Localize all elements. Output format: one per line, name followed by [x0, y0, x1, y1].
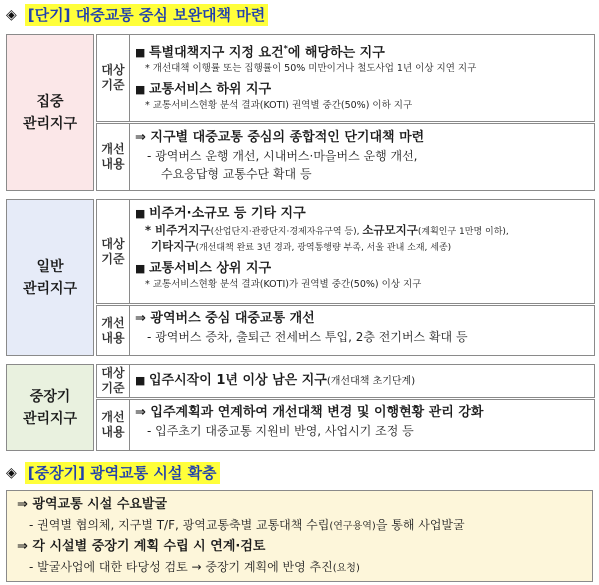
criteria-item: ■ 특별대책지구 지정 요건*에 해당하는 지구	[135, 44, 385, 61]
group-label-general	[6, 199, 94, 356]
square-bullet-icon: ■	[135, 46, 146, 60]
square-bullet-icon: ■	[135, 374, 146, 387]
improvement-detail: - 광역버스 운행 개선, 시내버스·마을버스 운행 개선,	[147, 149, 418, 163]
group-label-line1: 일반	[36, 258, 64, 275]
target-criteria-row	[96, 34, 595, 122]
section-title-long-term	[6, 461, 220, 485]
target-criteria-row	[96, 364, 595, 398]
target-criteria-row	[96, 199, 595, 304]
group-label-line2: 관리지구	[22, 280, 78, 297]
diamond-icon: ◈	[6, 7, 17, 23]
criteria-item: ■ 교통서비스 상위 지구	[135, 261, 272, 276]
section-title-text: [단기] 대중교통 중심 보완대책 마련	[25, 4, 268, 26]
criteria-note: * 교통서비스현황 분석 결과(KOTI)가 권역별 중간(50%) 이상 지구	[145, 279, 422, 290]
square-bullet-icon: ■	[135, 83, 146, 97]
improvement-main: ⇒ 광역버스 중심 대중교통 개선	[135, 311, 315, 326]
plan-detail: - 발굴사업에 대한 타당성 검토 → 중장기 계획에 반영 추진(요청)	[29, 560, 360, 574]
group-label-line1: 집중	[36, 93, 64, 110]
criteria-note: * 개선대책 이행률 또는 집행률이 50% 미만이거나 철도사업 1년 이상 지연 지구	[145, 63, 477, 75]
group-label-intensive	[6, 34, 94, 191]
improvement-row	[96, 305, 595, 356]
square-bullet-icon: ■	[135, 207, 146, 220]
row-label-target: 대상 기준	[97, 35, 130, 121]
row-label-improve: 개선 내용	[97, 400, 130, 450]
row-label-target: 대상 기준	[97, 200, 130, 303]
group-label-line2: 관리지구	[22, 115, 78, 132]
section-title-text: [중장기] 광역교통 시설 확충	[25, 462, 220, 484]
criteria-item: ■ 입주시작이 1년 이상 남은 지구(개선대책 초기단계)	[135, 373, 416, 388]
criteria-item: ■ 교통서비스 하위 지구	[135, 82, 272, 98]
square-bullet-icon: ■	[135, 262, 146, 275]
diamond-icon: ◈	[6, 465, 17, 481]
row-label-target: 대상 기준	[97, 365, 130, 397]
improvement-row	[96, 123, 595, 191]
improvement-detail: - 입주초기 대중교통 지원비 반영, 사업시기 조정 등	[147, 424, 414, 438]
improvement-main: ⇒ 지구별 대중교통 중심의 종합적인 단기대책 마련	[135, 130, 425, 145]
plan-main: ⇒ 광역교통 시설 수요발굴	[17, 497, 168, 512]
plan-main: ⇒ 각 시설별 중장기 계획 수립 시 연계·검토	[17, 539, 266, 554]
group-label-line2: 관리지구	[22, 410, 78, 427]
criteria-item: ■ 비주거·소규모 등 기타 지구	[135, 206, 306, 221]
criteria-note: 기타지구(개선대책 완료 3년 경과, 광역통행량 부족, 서울 관내 소재, 세종)	[151, 239, 452, 253]
plan-detail: - 권역별 협의체, 지구별 T/F, 광역교통축별 교통대책 수립(연구용역)을 통해 사업발굴	[29, 518, 465, 532]
group-label-longterm	[6, 364, 94, 451]
improvement-detail: 수요응답형 교통수단 확대 등	[161, 167, 312, 181]
criteria-note: * 교통서비스현황 분석 결과(KOTI) 권역별 중간(50%) 이하 지구	[145, 100, 413, 112]
improvement-row	[96, 399, 595, 451]
improvement-main: ⇒ 입주계획과 연계하여 개선대책 변경 및 이행현황 관리 강화	[135, 405, 484, 420]
row-label-improve: 개선 내용	[97, 124, 130, 190]
long-term-plan-box	[6, 490, 593, 582]
improvement-detail: - 광역버스 증차, 출퇴근 전세버스 투입, 2층 전기버스 확대 등	[147, 330, 468, 344]
row-label-improve: 개선 내용	[97, 306, 130, 355]
section-title-short-term	[6, 3, 268, 27]
criteria-note: * 비주거지구(산업단지·관광단지·경제자유구역 등), 소규모지구(계획인구 1만명 이하),	[145, 223, 509, 237]
group-label-line1: 중장기	[29, 388, 71, 405]
